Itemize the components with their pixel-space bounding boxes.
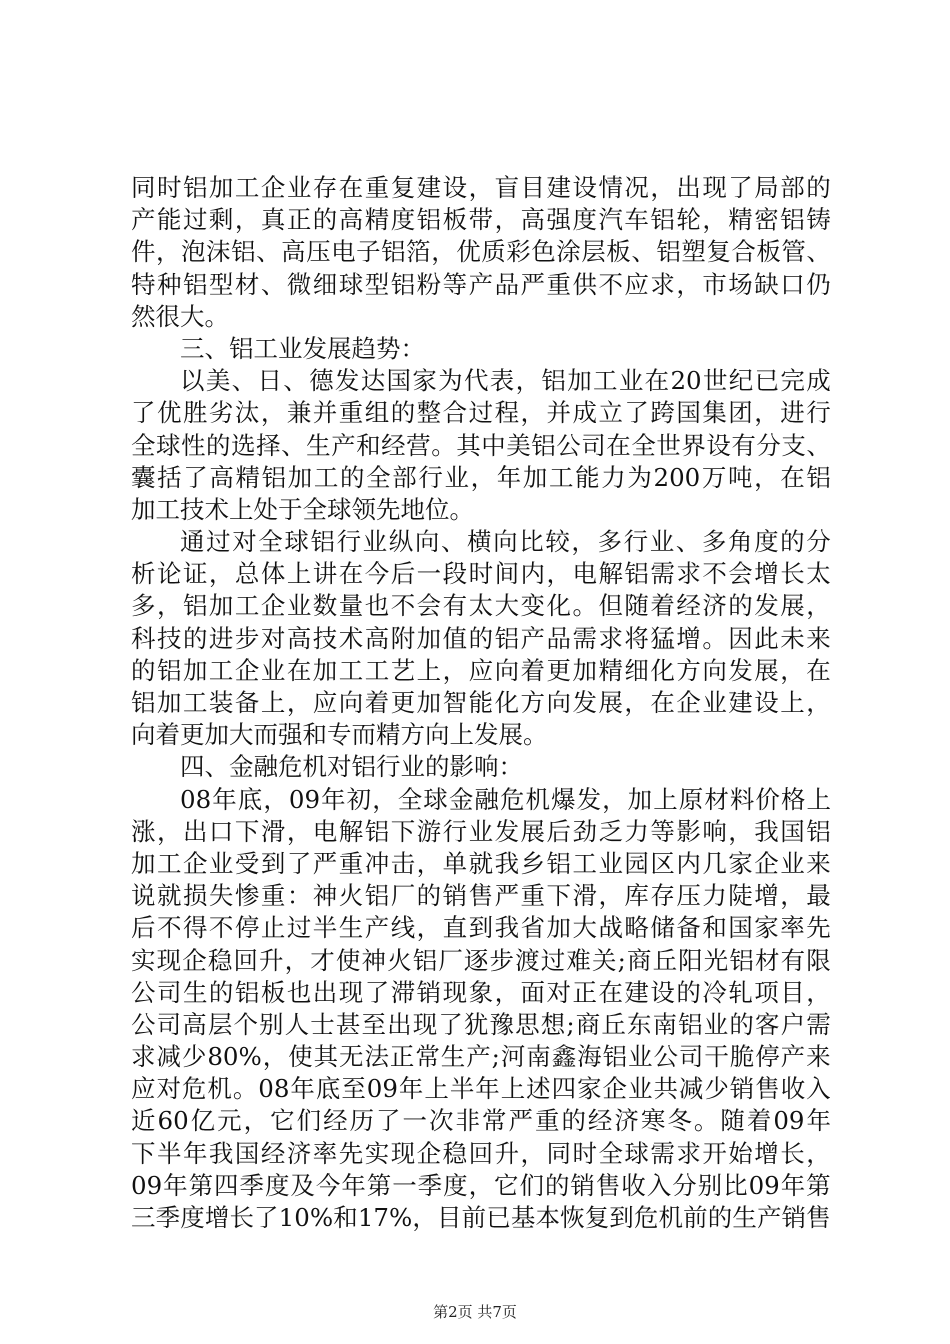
text-line: 公 司 高 层 个 别 人 士 甚 至 出 现 了 犹 豫 思 想 ; 商 丘 东 南 铝 业 的 客 户 需 xyxy=(131,1009,831,1039)
text-line: 四、金融危机对铝行业的影响： xyxy=(180,752,523,782)
text-line: 以 美 、 日 、 德 发 达 国 家 为 代 表 ， 铝 加 工 业 在 20 世 纪 已 完 成 xyxy=(180,366,831,396)
text-line: 全 球 性 的 选 择 、 生 产 和 经 营 。 其 中 美 铝 公 司 在 全 世 界 设 有 分 支 、 xyxy=(131,430,831,460)
text-line: 科 技 的 进 步 对 高 技 术 高 附 加 值 的 铝 产 品 需 求 将 猛 增 。 因 此 未 来 xyxy=(131,623,831,653)
text-line: 求 减 少 80% ， 使 其 无 法 正 常 生 产 ; 河 南 鑫 海 铝 业 公 司 干 脆 停 产 来 xyxy=(131,1042,831,1072)
text-line: 然很大。 xyxy=(131,301,229,331)
text-line: 近 60 亿 元 ， 它 们 经 历 了 一 次 非 常 严 重 的 经 济 寒 冬 。 随 着 09 年 xyxy=(131,1106,831,1136)
text-line: 应 对 危 机 。 08 年 底 至 09 年 上 半 年 上 述 四 家 企 业 共 减 少 销 售 收 入 xyxy=(131,1074,831,1104)
text-line: 三、铝工业发展趋势： xyxy=(180,333,425,363)
document-body xyxy=(131,172,831,1234)
text-line: 特 种 铝 型 材 、 微 细 球 型 铝 粉 等 产 品 严 重 供 不 应 求 ， 市 场 缺 口 仍 xyxy=(131,269,831,299)
text-line: 产 能 过 剩 ， 真 正 的 高 精 度 铝 板 带 ， 高 强 度 汽 车 铝 轮 ， 精 密 铝 铸 xyxy=(131,205,831,235)
text-line: 通 过 对 全 球 铝 行 业 纵 向 、 横 向 比 较 ， 多 行 业 、 多 角 度 的 分 xyxy=(180,527,831,557)
text-line: 的 铝 加 工 企 业 在 加 工 工 艺 上 ， 应 向 着 更 加 精 细 化 方 向 发 展 ， 在 xyxy=(131,655,831,685)
text-line: 向着更加大而强和专而精方向上发展。 xyxy=(131,720,548,750)
text-line: 同 时 铝 加 工 企 业 存 在 重 复 建 设 ， 盲 目 建 设 情 况 ， 出 现 了 局 部 的 xyxy=(131,173,831,202)
text-line: 实 现 企 稳 回 升 ， 才 使 神 火 铝 厂 逐 步 渡 过 难 关 ; 商 丘 阳 光 铝 材 有 限 xyxy=(131,945,831,975)
text-line: 囊 括 了 高 精 铝 加 工 的 全 部 行 业 ， 年 加 工 能 力 为 200 万 吨 ， 在 铝 xyxy=(131,462,831,492)
text-line: 多 ， 铝 加 工 企 业 数 量 也 不 会 有 太 大 变 化 。 但 随 着 经 济 的 发 展 ， xyxy=(131,591,831,621)
page-footer: 第2页 共7页 xyxy=(433,1303,517,1321)
text-line: 说 就 损 失 惨 重 ： 神 火 铝 厂 的 销 售 严 重 下 滑 ， 库 存 压 力 陡 增 ， 最 xyxy=(131,881,831,911)
text-line: 加 工 企 业 受 到 了 严 重 冲 击 ， 单 就 我 乡 铝 工 业 园 区 内 几 家 企 业 来 xyxy=(131,848,831,878)
text-line: 公 司 生 的 铝 板 也 出 现 了 滞 销 现 象 ， 面 对 正 在 建 设 的 冷 轧 项 目 ， xyxy=(131,977,831,1007)
text-line: 涨 ， 出 口 下 滑 ， 电 解 铝 下 游 行 业 发 展 后 劲 乏 力 等 影 响 ， 我 国 铝 xyxy=(131,816,831,846)
text-line: 了 优 胜 劣 汰 ， 兼 并 重 组 的 整 合 过 程 ， 并 成 立 了 跨 国 集 团 ， 进 行 xyxy=(131,398,831,428)
text-line: 加工技术上处于全球领先地位。 xyxy=(131,494,474,524)
text-line: 09 年 第 四 季 度 及 今 年 第 一 季 度 ， 它 们 的 销 售 收 入 分 别 比 09 年 第 xyxy=(131,1170,831,1200)
text-line: 下 半 年 我 国 经 济 率 先 实 现 企 稳 回 升 ， 同 时 全 球 需 求 开 始 增 长 ， xyxy=(131,1138,831,1168)
text-line: 08 年 底 ， 09 年 初 ， 全 球 金 融 危 机 爆 发 ， 加 上 原 材 料 价 格 上 xyxy=(180,784,831,814)
text-line: 后 不 得 不 停 止 过 半 生 产 线 ， 直 到 我 省 加 大 战 略 储 备 和 国 家 率 先 xyxy=(131,913,831,943)
text-line: 三 季 度 增 长 了 10% 和 17% ， 目 前 已 基 本 恢 复 到 危 机 前 的 生 产 销 售 xyxy=(131,1203,831,1232)
text-line: 铝 加 工 装 备 上 ， 应 向 着 更 加 智 能 化 方 向 发 展 ， 在 企 业 建 设 上 ， xyxy=(131,688,831,717)
text-line: 析 论 证 ， 总 体 上 讲 在 今 后 一 段 时 间 内 ， 电 解 铝 需 求 不 会 增 长 太 xyxy=(131,559,831,589)
text-line: 件 ， 泡 沫 铝 、 高 压 电 子 铝 箔 ， 优 质 彩 色 涂 层 板 、 铝 塑 复 合 板 管 、 xyxy=(131,237,831,267)
